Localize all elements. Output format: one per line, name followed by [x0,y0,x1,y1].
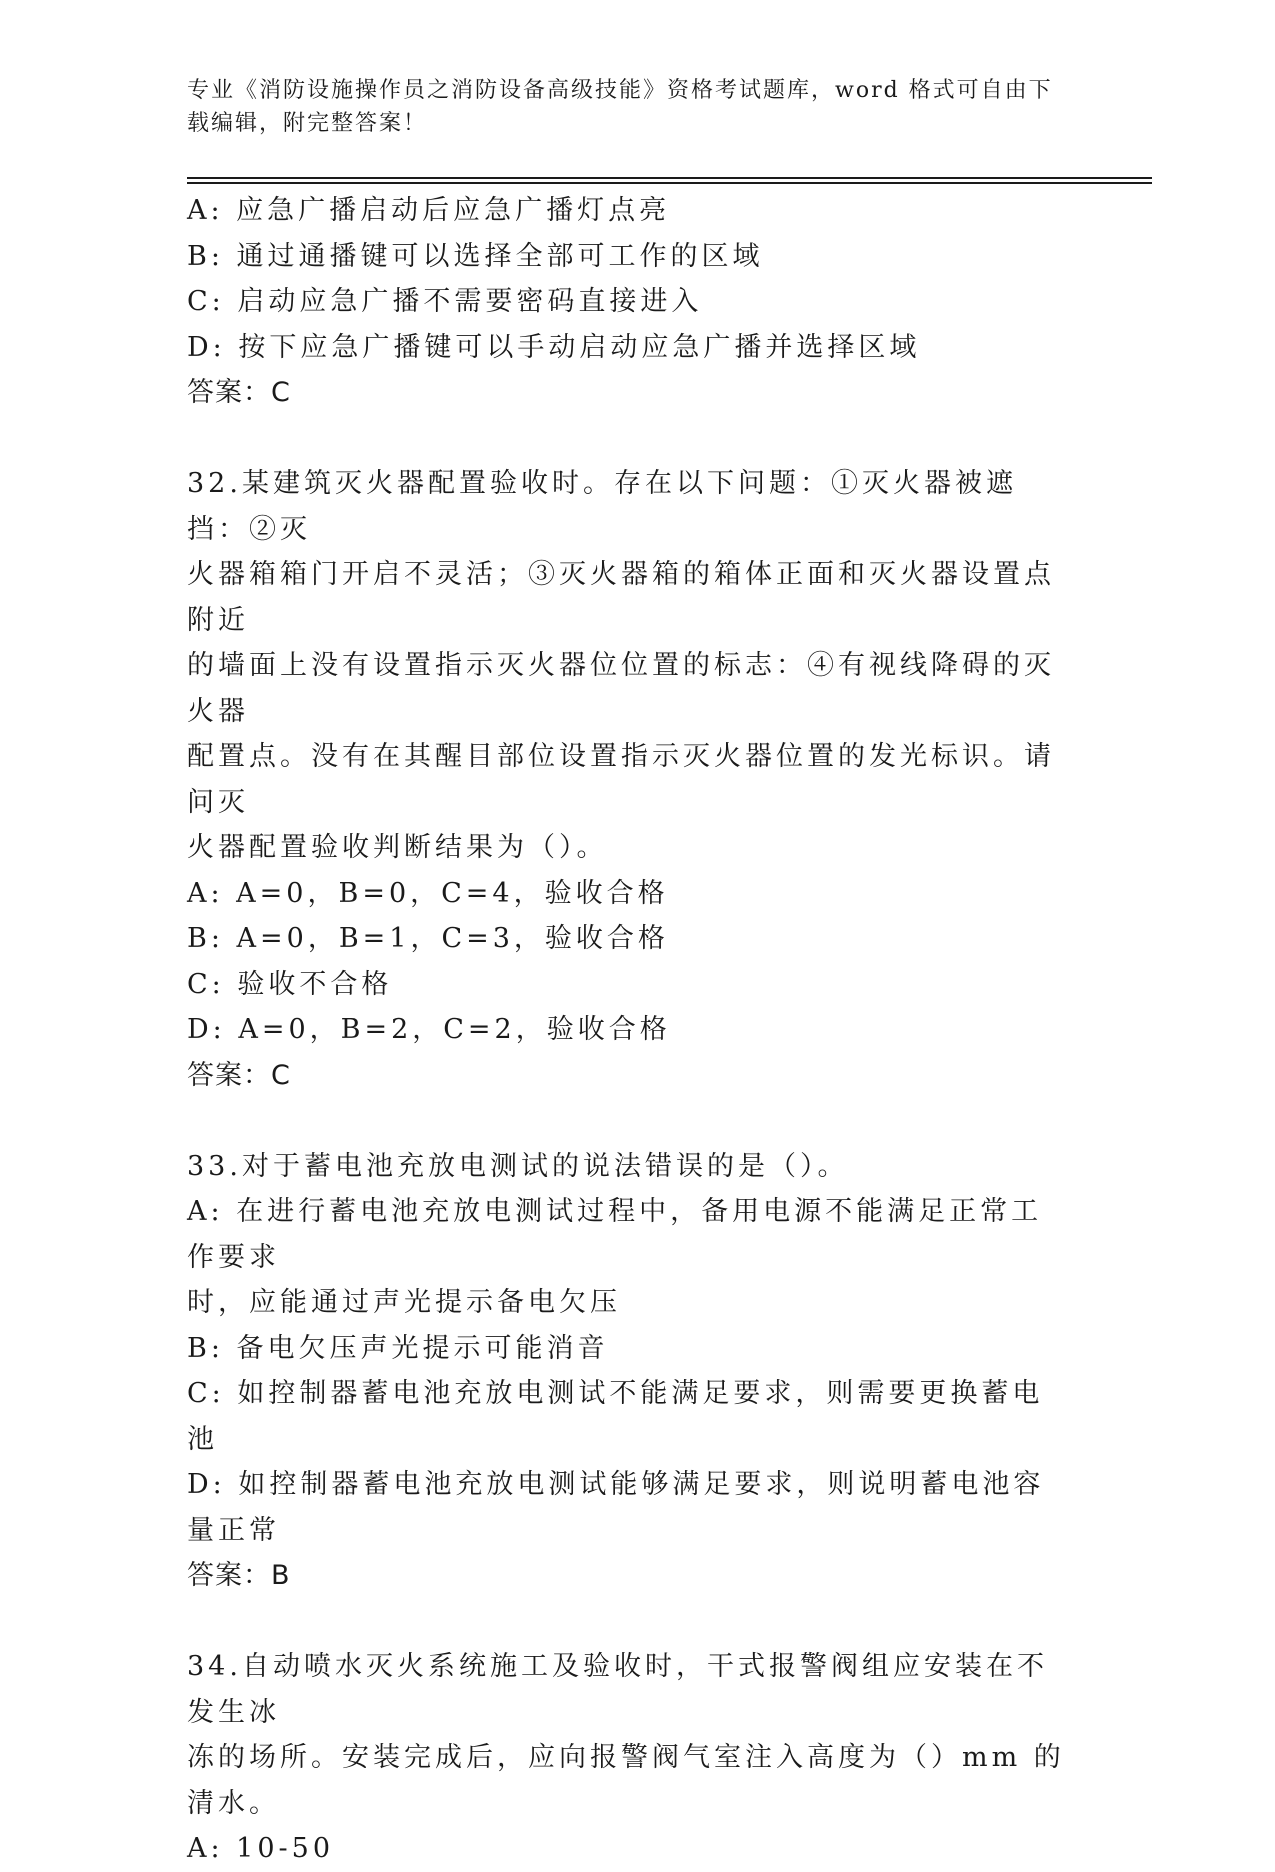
question-text-line: 火器配置验收判断结果为（）。 [187,832,608,863]
question-block [187,188,1067,416]
header-rule-bottom [187,182,1152,184]
question-block [187,1644,1067,1872]
question-text-line: 33.对于蓄电池充放电测试的说法错误的是（）。 [187,1150,849,1182]
question-list [187,188,1067,1872]
option-b: B: 通过通播键可以选择全部可工作的区域 [187,240,764,272]
option-c: C: 如控制器蓄电池充放电测试不能满足要求，则需要更换蓄电池 [187,1378,1044,1455]
option-b: B: 备电欠压声光提示可能消音 [187,1332,609,1364]
option-d: D: 按下应急广播键可以手动启动应急广播并选择区域 [187,331,921,363]
answer-line: 答案：C [187,1059,291,1091]
header-rule-top [187,177,1152,179]
option-a: A: 10-50 [187,1833,335,1864]
header-line-1: 专业《消防设施操作员之消防设备高级技能》资格考试题库，word 格式可自由下 [187,78,1053,103]
option-a: A: 在进行蓄电池充放电测试过程中，备用电源不能满足正常工作要求 [187,1196,1043,1273]
question-text-line: 火器箱箱门开启不灵活；③灭火器箱的箱体正面和灭火器设置点附近 [187,559,1055,636]
question-text-line: 34.自动喷水灭火系统施工及验收时，干式报警阀组应安装在不发生冰 [187,1651,1048,1728]
question-text-line: 32.某建筑灭火器配置验收时。存在以下问题：①灭火器被遮挡：②灭 [187,468,1017,545]
option-d: D: 如控制器蓄电池充放电测试能够满足要求，则说明蓄电池容量正常 [187,1469,1045,1546]
question-block [187,461,1067,1098]
header-line-2: 载编辑，附完整答案！ [187,111,428,136]
question-text-line: 的墙面上没有设置指示灭火器位位置的标志：④有视线降碍的灭火器 [187,650,1055,727]
option-c: C: 验收不合格 [187,968,393,1000]
option-a-continuation: 时，应能通过声光提示备电欠压 [187,1287,621,1318]
question-block [187,1144,1067,1599]
option-d: D: A=0，B=2，C=2，验收合格 [187,1014,671,1045]
option-b: B: A=0，B=1，C=3，验收合格 [187,923,669,954]
option-a: A: A=0，B=0，C=4，验收合格 [187,877,669,909]
answer-line: 答案：C [187,377,291,408]
document-header [187,74,1087,140]
option-a: A: 应急广播启动后应急广播灯点亮 [187,195,671,226]
option-c: C: 启动应急广播不需要密码直接进入 [187,286,703,317]
question-text-line: 配置点。没有在其醒目部位设置指示灭火器位置的发光标识。请问灭 [187,741,1055,818]
answer-line: 答案：B [187,1560,291,1591]
question-text-line: 冻的场所。安装完成后，应向报警阀气室注入高度为（）mm 的清水。 [187,1742,1065,1819]
